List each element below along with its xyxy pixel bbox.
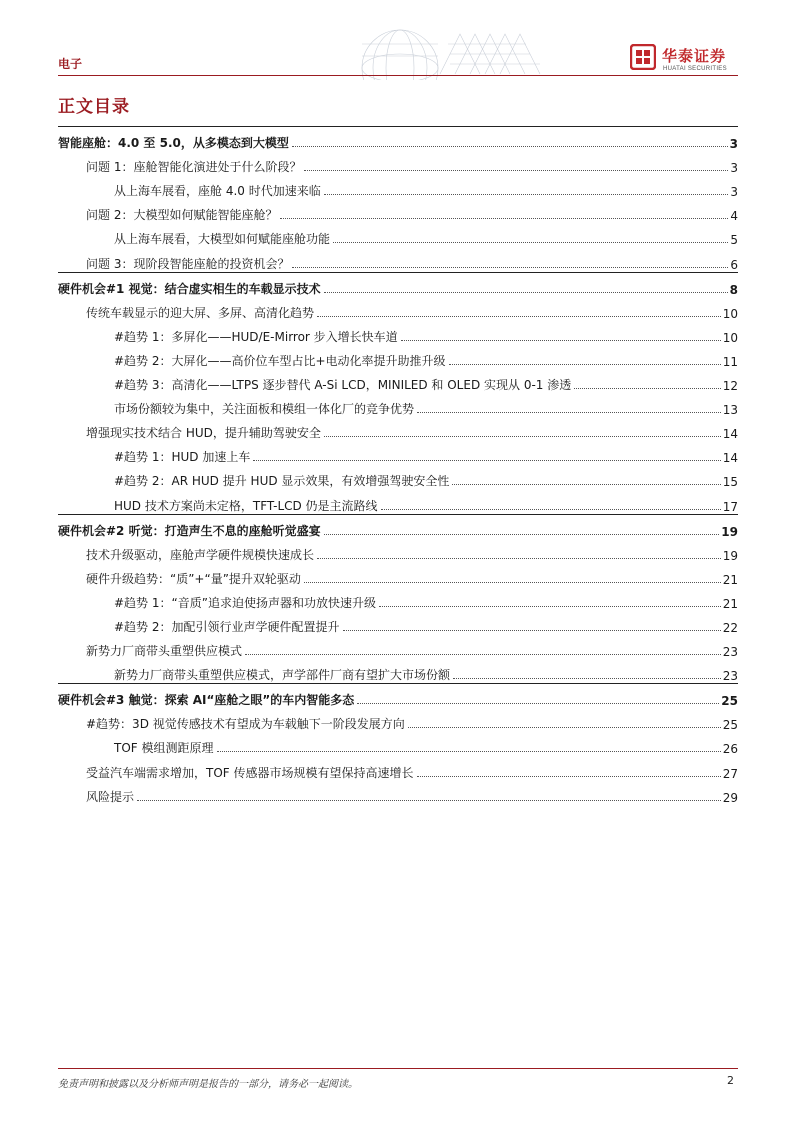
- toc-entry-level-2[interactable]: [58, 756, 738, 780]
- toc-entry-page: 23: [722, 669, 738, 684]
- toc-entry-label: #趋势：3D 视觉传感技术有望成为车载触下一阶段发展方向: [86, 715, 408, 732]
- toc-entry-level-1[interactable]: [58, 514, 738, 539]
- toc-entry-level-2[interactable]: [58, 563, 738, 587]
- toc-entry-page: 3: [730, 185, 738, 200]
- toc-entry-level-3[interactable]: [58, 489, 738, 513]
- toc-entry-level-2[interactable]: [58, 297, 738, 321]
- toc-entry-page: 23: [722, 645, 738, 660]
- toc-entry-level-1[interactable]: [58, 683, 738, 708]
- toc-title: 正文目录: [58, 97, 130, 117]
- toc-entry-level-2[interactable]: [58, 151, 738, 175]
- toc-entry-page: 27: [722, 766, 738, 781]
- toc-leader-dots: [292, 146, 728, 147]
- toc-leader-dots: [324, 292, 728, 293]
- toc-entry-label: 智能座舱：4.0 至 5.0，从多模态到大模型: [58, 134, 292, 151]
- toc-entry-level-3[interactable]: [58, 321, 738, 345]
- toc-leader-dots: [253, 460, 720, 461]
- toc-leader-dots: [408, 727, 721, 728]
- toc-leader-dots: [217, 751, 721, 752]
- toc-entry-level-1[interactable]: [58, 126, 738, 151]
- toc-leader-dots: [379, 606, 721, 607]
- toc-entry-label: 新势力厂商带头重塑供应模式: [86, 642, 245, 659]
- toc-entry-label: 硬件升级趋势：“质”+“量”提升双轮驱动: [86, 570, 304, 587]
- toc-entry-page: 29: [722, 790, 738, 805]
- toc-entry-label: 硬件机会#1 视觉：结合虚实相生的车载显示技术: [58, 280, 324, 297]
- toc-entry-page: 14: [722, 451, 738, 466]
- toc-entry-page: 10: [722, 306, 738, 321]
- toc-entry-label: 受益汽车端需求增加，TOF 传感器市场规模有望保持高速增长: [86, 764, 417, 781]
- toc-leader-dots: [453, 678, 721, 679]
- toc-entry-page: 21: [722, 572, 738, 587]
- toc-entry-label: 从上海车展看，座舱 4.0 时代加速来临: [114, 182, 324, 199]
- toc-entry-page: 22: [722, 620, 738, 635]
- toc-entry-level-3[interactable]: [58, 223, 738, 247]
- toc-entry-level-3[interactable]: [58, 659, 738, 683]
- toc-entry-page: 26: [722, 742, 738, 757]
- toc-leader-dots: [452, 484, 720, 485]
- toc-entry-label: 从上海车展看，大模型如何赋能座舱功能: [114, 230, 333, 247]
- toc-entry-page: 10: [722, 330, 738, 345]
- footer-rule: [58, 1068, 738, 1069]
- toc-entry-page: 21: [722, 596, 738, 611]
- toc-entry-label: 问题 1：座舱智能化演进处于什么阶段？: [86, 158, 304, 175]
- toc-leader-dots: [324, 194, 729, 195]
- toc-leader-dots: [317, 316, 721, 317]
- toc-leader-dots: [245, 654, 721, 655]
- toc-entry-label: 增强现实技术结合 HUD，提升辅助驾驶安全: [86, 424, 324, 441]
- toc-entry-label: 传统车载显示的迎大屏、多屏、高清化趋势: [86, 304, 317, 321]
- toc-entry-page: 3: [730, 161, 738, 176]
- toc-entry-page: 19: [721, 524, 738, 539]
- header-section-label: 电子: [58, 57, 83, 71]
- toc-entry-label: #趋势 2：大屏化——高价位车型占比+电动化率提升助推升级: [114, 352, 449, 369]
- toc-leader-dots: [574, 388, 720, 389]
- logo-english-name: HUATAI SECURITIES: [663, 66, 727, 72]
- toc-entry-level-3[interactable]: [58, 611, 738, 635]
- toc-entry-level-3[interactable]: [58, 369, 738, 393]
- huatai-logo: [630, 44, 740, 78]
- toc-entry-label: 技术升级驱动，座舱声学硬件规模快速成长: [86, 546, 317, 563]
- toc-entry-label: #趋势 1：多屏化——HUD/E-Mirror 步入增长快车道: [114, 328, 401, 345]
- toc-entry-page: 15: [722, 475, 738, 490]
- toc-entry-page: 13: [722, 403, 738, 418]
- table-of-contents: [58, 126, 738, 805]
- footer-disclaimer: 免责声明和披露以及分析师声明是报告的一部分，请务必一起阅读。: [58, 1079, 358, 1090]
- toc-entry-label: #趋势 3：高清化——LTPS 逐步替代 A-Si LCD，MINILED 和 OLED 实现从 0-1 渗透: [114, 376, 574, 393]
- toc-entry-level-3[interactable]: [58, 175, 738, 199]
- toc-entry-level-3[interactable]: [58, 345, 738, 369]
- toc-leader-dots: [401, 340, 721, 341]
- toc-entry-page: 14: [722, 427, 738, 442]
- toc-entry-label: #趋势 2：AR HUD 提升 HUD 显示效果，有效增强驾驶安全性: [114, 472, 452, 489]
- toc-entry-page: 3: [729, 137, 738, 152]
- toc-leader-dots: [343, 630, 721, 631]
- toc-entry-level-1[interactable]: [58, 272, 738, 297]
- toc-leader-dots: [280, 218, 728, 219]
- toc-leader-dots: [317, 558, 721, 559]
- toc-entry-level-2[interactable]: [58, 708, 738, 732]
- toc-entry-level-3[interactable]: [58, 465, 738, 489]
- toc-leader-dots: [417, 412, 721, 413]
- toc-leader-dots: [381, 509, 721, 510]
- toc-entry-page: 17: [722, 499, 738, 514]
- toc-entry-page: 11: [722, 354, 738, 369]
- toc-entry-page: 6: [730, 257, 738, 272]
- toc-leader-dots: [449, 364, 721, 365]
- toc-entry-label: 问题 2：大模型如何赋能智能座舱？: [86, 206, 280, 223]
- toc-leader-dots: [417, 776, 721, 777]
- toc-leader-dots: [137, 800, 721, 801]
- toc-entry-label: 风险提示: [86, 788, 137, 805]
- toc-leader-dots: [333, 242, 728, 243]
- huatai-logo-icon: [630, 44, 656, 70]
- toc-entry-label: HUD 技术方案尚未定格，TFT-LCD 仍是主流路线: [114, 497, 381, 514]
- toc-entry-level-2[interactable]: [58, 635, 738, 659]
- toc-entry-page: 19: [722, 548, 738, 563]
- logo-chinese-name: 华泰证券: [662, 47, 727, 65]
- toc-leader-dots: [304, 582, 721, 583]
- toc-entry-level-3[interactable]: [58, 587, 738, 611]
- toc-entry-label: 问题 3：现阶段智能座舱的投资机会？: [86, 255, 292, 272]
- toc-entry-label: #趋势 1：HUD 加速上车: [114, 448, 253, 465]
- toc-entry-level-2[interactable]: [58, 199, 738, 223]
- toc-entry-level-2[interactable]: [58, 247, 738, 271]
- toc-entry-level-2[interactable]: [58, 417, 738, 441]
- toc-entry-label: TOF 模组测距原理: [114, 739, 217, 756]
- toc-entry-label: #趋势 2：加配引领行业声学硬件配置提升: [114, 618, 343, 635]
- toc-entry-level-3[interactable]: [58, 393, 738, 417]
- toc-entry-label: 硬件机会#2 听觉：打造声生不息的座舱听觉盛宴: [58, 522, 324, 539]
- toc-leader-dots: [324, 436, 721, 437]
- toc-entry-label: 新势力厂商带头重塑供应模式，声学部件厂商有望扩大市场份额: [114, 666, 453, 683]
- toc-entry-page: 12: [722, 379, 738, 394]
- globe-graphic-icon: [330, 26, 590, 80]
- toc-entry-label: 硬件机会#3 触觉：探索 AI“座舱之眼”的车内智能多态: [58, 691, 357, 708]
- toc-leader-dots: [324, 534, 720, 535]
- page-number: 2: [727, 1074, 734, 1087]
- toc-entry-page: 8: [729, 282, 738, 297]
- toc-entry-label: 市场份额较为集中，关注面板和模组一体化厂的竞争优势: [114, 400, 417, 417]
- toc-entry-page: 4: [730, 209, 738, 224]
- toc-entry-level-2[interactable]: [58, 781, 738, 805]
- toc-leader-dots: [357, 703, 719, 704]
- toc-leader-dots: [304, 170, 728, 171]
- toc-entry-level-3[interactable]: [58, 441, 738, 465]
- header-rule: [58, 75, 738, 76]
- toc-leader-dots: [292, 267, 728, 268]
- toc-entry-level-2[interactable]: [58, 539, 738, 563]
- toc-entry-page: 25: [721, 694, 738, 709]
- toc-entry-page: 5: [730, 233, 738, 248]
- toc-entry-page: 25: [722, 718, 738, 733]
- toc-entry-label: #趋势 1：“音质”追求迫使扬声器和功放快速升级: [114, 594, 379, 611]
- toc-entry-level-3[interactable]: [58, 732, 738, 756]
